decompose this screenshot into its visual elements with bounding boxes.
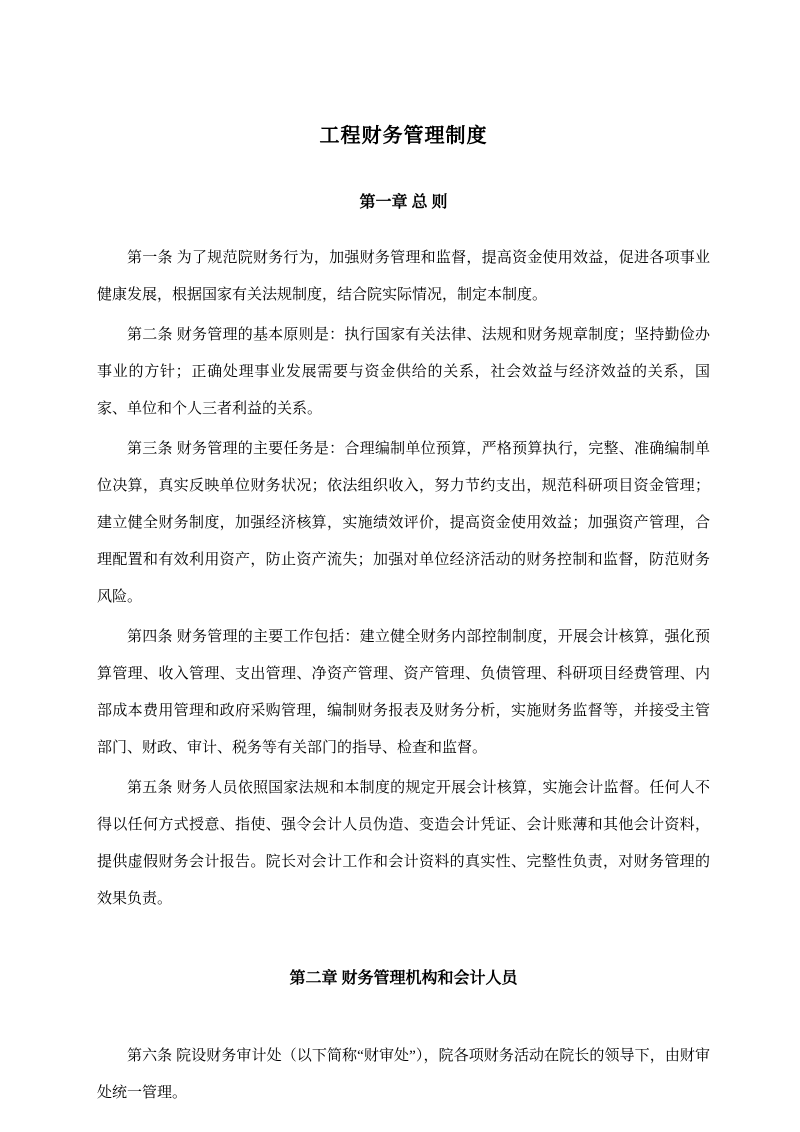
paragraph-article-2: 第二条 财务管理的基本原则是：执行国家有关法律、法规和财务规章制度；坚持勤俭办事业的方针；正确处理事业发展需要与资金供给的关系，社会效益与经济效益的关系，国家、单位和个人三者利益的关系。 xyxy=(97,327,710,417)
paragraph-article-5: 第五条 财务人员依照国家法规和本制度的规定开展会计核算，实施会计监督。任何人不得以任何方式授意、指使、强令会计人员伪造、变造会计凭证、会计账薄和其他会计资料，提供虚假财务会计报告。院长对会计工作和会计资料的真实性、完整性负责，对财务管理的效果负责。 xyxy=(97,780,710,907)
chapter-1-heading: 第一章 总 则 xyxy=(359,194,448,211)
chapter-2-heading: 第二章 财务管理机构和会计人员 xyxy=(289,970,518,987)
paragraph-article-1: 第一条 为了规范院财务行为，加强财务管理和监督，提高资金使用效益，促进各项事业健康发展，根据国家有关法规制度，结合院实际情况，制定本制度。 xyxy=(97,250,710,303)
paragraph-article-3: 第三条 财务管理的主要任务是：合理编制单位预算，严格预算执行，完整、准确编制单位决算，真实反映单位财务状况；依法组织收入，努力节约支出，规范科研项目资金管理；建立健全财务制度，加强经济核算，实施绩效评价，提高资金使用效益；加强资产管理，合理配置和有效利用资产，防止资产流失；加强对单位经济活动的财务控制和监督，防范财务风险。 xyxy=(97,441,710,605)
paragraph-article-6: 第六条 院设财务审计处（以下简称“财审处”），院各项财务活动在院长的领导下，由财审处统一管理。 xyxy=(97,1048,710,1101)
paragraph-article-4: 第四条 财务管理的主要工作包括：建立健全财务内部控制制度，开展会计核算，强化预算管理、收入管理、支出管理、净资产管理、资产管理、负债管理、科研项目经费管理、内部成本费用管理和政府采购管理，编制财务报表及财务分析，实施财务监督等，并接受主管部门、财政、审计、税务等有关部门的指导、检查和监督。 xyxy=(97,629,710,756)
document-title: 工程财务管理制度 xyxy=(319,125,488,147)
